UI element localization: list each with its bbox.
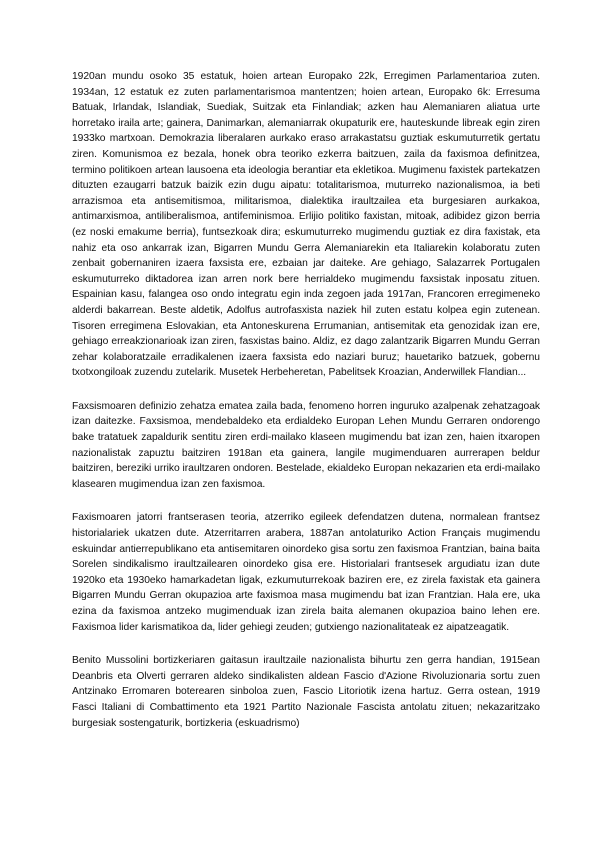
paragraph-mussolini: Benito Mussolini bortizkeriaren gaitasun iraultzaile nazionalista bihurtu zen gerra handian, 1915ean Deanbris eta Olverti gerraren aldeko sindikalisten aldean Fascio d'Azione Rivoluzionaria sortu zuen Antzinako Erromaren boterearen sinboloa zuen, Fascio Litoriotik izena hartuz. Gerra ostean, 1919 Fasci Italiani di Combattimento eta 1921 Partito Nazionale Fascista antolatu zituen; nekazaritzako burgesiak sostengaturik, bortizkeria (eskuadrismo)	[72, 655, 540, 729]
paragraph-fascism-definition: Faxsismoaren definizio zehatza ematea zaila bada, fenomeno horren inguruko azalpenak zehatzagoak izan daitezke. Faxsismoa, mendebaldeko eta erdialdeko Europan Lehen Mundu Gerraren ondorengo bake tratatuek zapaldurik sentitu ziren erdi-mailako klaseen mugimendu bat izan zen, haien itxaropen nazionalistak zapuztu baitziren 1918an eta gainera, langile mugimenduaren aurrerapen beldur baitziren, bereziki urriko iraultzaren ondoren. Bestelade, ekialdeko Europan nekazarien eta erdi-mailako klasearen mugimendua izan zen faxismoa.	[72, 400, 540, 490]
paragraph-fascism-origin-france: Faxismoaren jatorri frantserasen teoria, atzerriko egileek defendatzen dutena, normalean frantsez historialariek ukatzen dute. Atzerritarren arabera, 1887an antolaturiko Action Français mugimendu eskuindar antierrepublikano eta antisemitaren oinordeko gisa sortu zen faxismoa Frantzian, baina baita Sorelen sindikalismo iraultzailearen oinordeko gisa ere. Historialari frantsesek argudiatu izan dute 1920ko eta 1930eko hamarkadetan ligak, ezkumuturrekoak baziren ere, ez zirela faxistak eta gainera Bigarren Mundu Gerran okupazioa arte faxismoa masa mugimendu bat izan Frantzian. Hala ere, uka ezina da faxismoa antzeko mugimenduak izan zirela baita alemanen okupazioa baino lehen ere. Faxismoa lider karismatikoa da, lider gehiegi zeuden; gutxiengo nazionalitateak ez aipatzeagatik.	[72, 512, 540, 633]
paragraph-parliamentarism: 1920an mundu osoko 35 estatuk, hoien artean Europako 22k, Erregimen Parlamentarioa zuten. 1934an, 12 estatuk ez zuten parlamentarismoa mantentzen; hoien artean, Europako 6k: Erresuma Batuak, Irlandak, Islandiak, Suediak, Suitzak eta Finlandiak; azken hau Alemaniaren aliatua urte horretako iraila arte; gainera, Danimarkan, alemaniarrak okupaturik ere, hauteskunde libreak egin ziren 1933ko martxoan. Demokrazia liberalaren aurkako eraso arrakastatsu guztiak eskumuturretik gertatu ziren. Komunismoa ez bezala, honek obra teoriko ezkerra baitzuen, zaila da faxismoa definitzea, termino politikoen artean lausoena eta ideologia berantiar eta ekletikoa. Mugimenu faxistek partekatzen dituzten ezaugarri batzuk baizik ezin dugu aipatu: totalitarismoa, muturreko nazionalismoa, ia beti arrazismoa eta antisemitismoa, militarismoa, dialektika iraultzailea eta burgesiaren aurkakoa, antimarxismoa, antiliberalismoa, antifeminismoa. Erlijio politiko faxistan, mitoak, adibidez gizon berria (ez noski emakume berria), funtsezkoak dira; eskumuturreko mugimendu guztiak ez dira faxistak, eta nahiz eta oso ankarrak izan, Bigarren Mundu Gerra Alemaniarekin eta Italiarekin kolaboratu zuten zenbait gobernaniren izaera faxsista ere, ezbaian jar daiteke. Are gehiago, Salazarrek Portugalen eskumuturreko diktadorea izan arren nork bere herrialdeko mugimendu faxsistak inposatu zituen. Espainian kasu, falangea oso ondo integratu egin inda zegoen jada 1917an, Francoren erregimeneko alderdi bakarrean. Beste aldetik, Adolfus autrofasxista naziek hil zuten estatu kolpea egin zutenean. Tisoren erregimena Eslovakian, eta Antoneskurena Errumanian, antisemitak eta genozidak izan ere, gehiago erreakzionarioak izan ziren, fasxistas baino. Aldiz, ez dago zalantzarik Bigarren Mundu Gerran zehar kolaboratzaile erradikalenen izaera faxsista edo naziari buruz; hauetariko batzuek, gobernu txotxongiloak zuzendu zutelarik. Musetek Herbeheretan, Pabelitsek Kroazian, Anderwillek Flandian...	[72, 71, 540, 379]
